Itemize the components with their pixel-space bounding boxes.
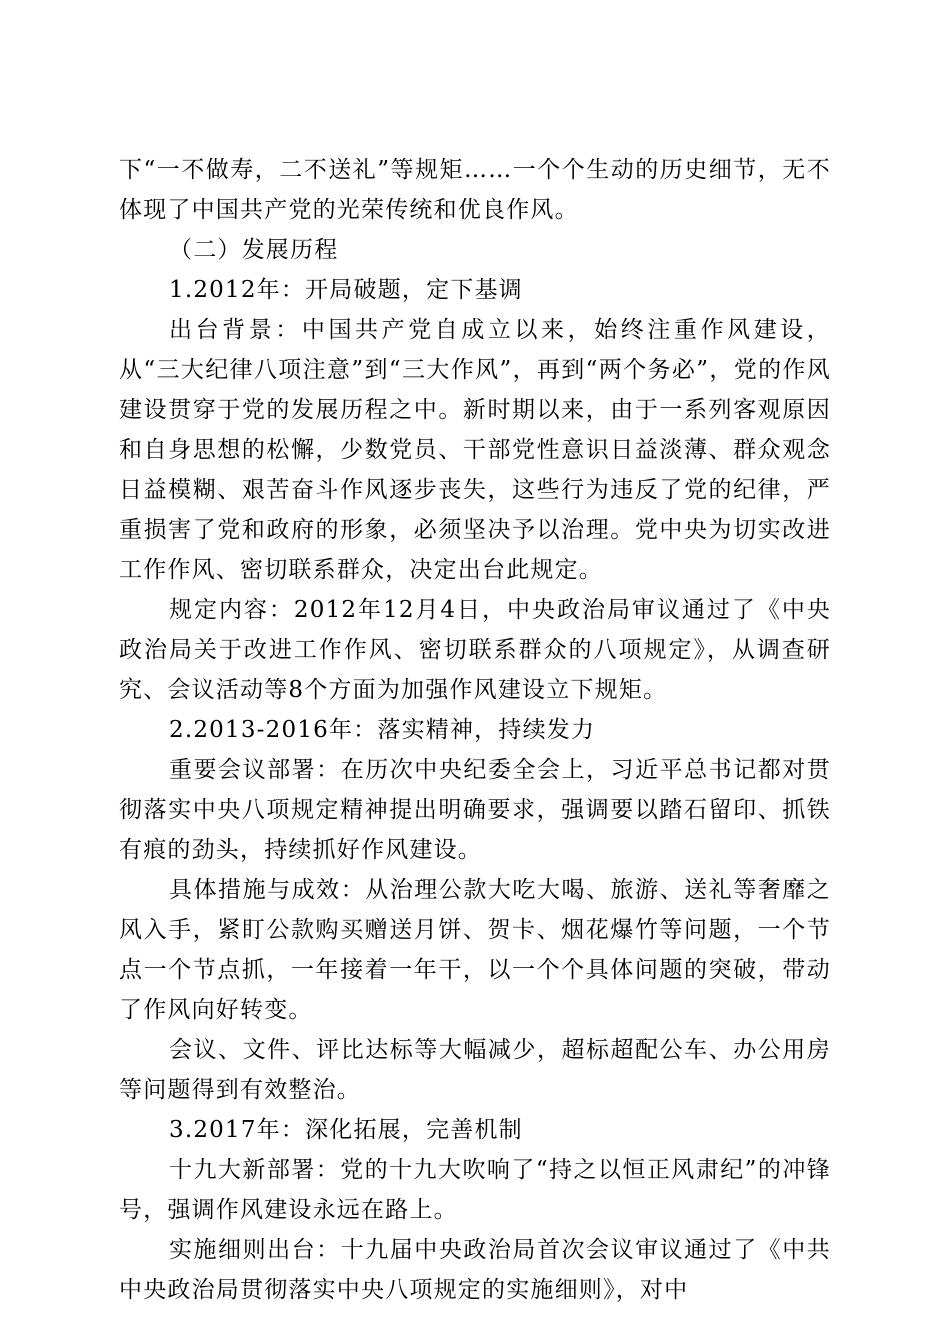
paragraph-regulation-content: 规定内容：2012年12月4日，中央政治局审议通过了《中央政治局关于改进工作作风、密切联系群众的八项规定》，从调查研究、会议活动等8个方面为加强作风建设立下规矩。 [119,597,831,703]
paragraph-continuation: 下“一不做寿，二不送礼”等规矩……一个个生动的历史细节，无不体现了中国共产党的光荣传统和优良作风。 [119,157,831,223]
section-heading-development-history: （二）发展历程 [169,237,339,263]
document-body [119,150,831,1310]
subheading-2012: 1.2012年：开局破题，定下基调 [169,277,523,303]
paragraph-meeting-deployment: 重要会议部署：在历次中央纪委全会上，习近平总书记都对贯彻落实中央八项规定精神提出明确要求，强调要以踏石留印、抓铁有痕的劲头，持续抓好作风建设。 [119,757,831,863]
paragraph-measures-results: 具体措施与成效：从治理公款大吃大喝、旅游、送礼等奢靡之风入手，紧盯公款购买赠送月饼、贺卡、烟花爆竹等问题，一个节点一个节点抓，一年接着一年干，以一个个具体问题的突破，带动了作风向好转变。 [119,877,831,1023]
subheading-2013-2016: 2.2013-2016年：落实精神，持续发力 [169,717,596,743]
paragraph-19th-congress: 十九大新部署：党的十九大吹响了“持之以恒正风肃纪”的冲锋号，强调作风建设永远在路上。 [119,1157,831,1223]
paragraph-implementation-rules: 实施细则出台：十九届中央政治局首次会议审议通过了《中共中央政治局贯彻落实中央八项规定的实施细则》，对中 [119,1237,831,1303]
subheading-2017: 3.2017年：深化拓展，完善机制 [169,1117,523,1143]
paragraph-background: 出台背景：中国共产党自成立以来，始终注重作风建设，从“三大纪律八项注意”到“三大作风”，再到“两个务必”，党的作风建设贯穿于党的发展历程之中。新时期以来，由于一系列客观原因和自身思想的松懈，少数党员、干部党性意识日益淡薄、群众观念日益模糊、艰苦奋斗作风逐步丧失，这些行为违反了党的纪律，严重损害了党和政府的形象，必须坚决予以治理。党中央为切实改进工作作风、密切联系群众，决定出台此规定。 [119,317,831,583]
paragraph-reductions: 会议、文件、评比达标等大幅减少，超标超配公车、办公用房等问题得到有效整治。 [119,1037,831,1103]
